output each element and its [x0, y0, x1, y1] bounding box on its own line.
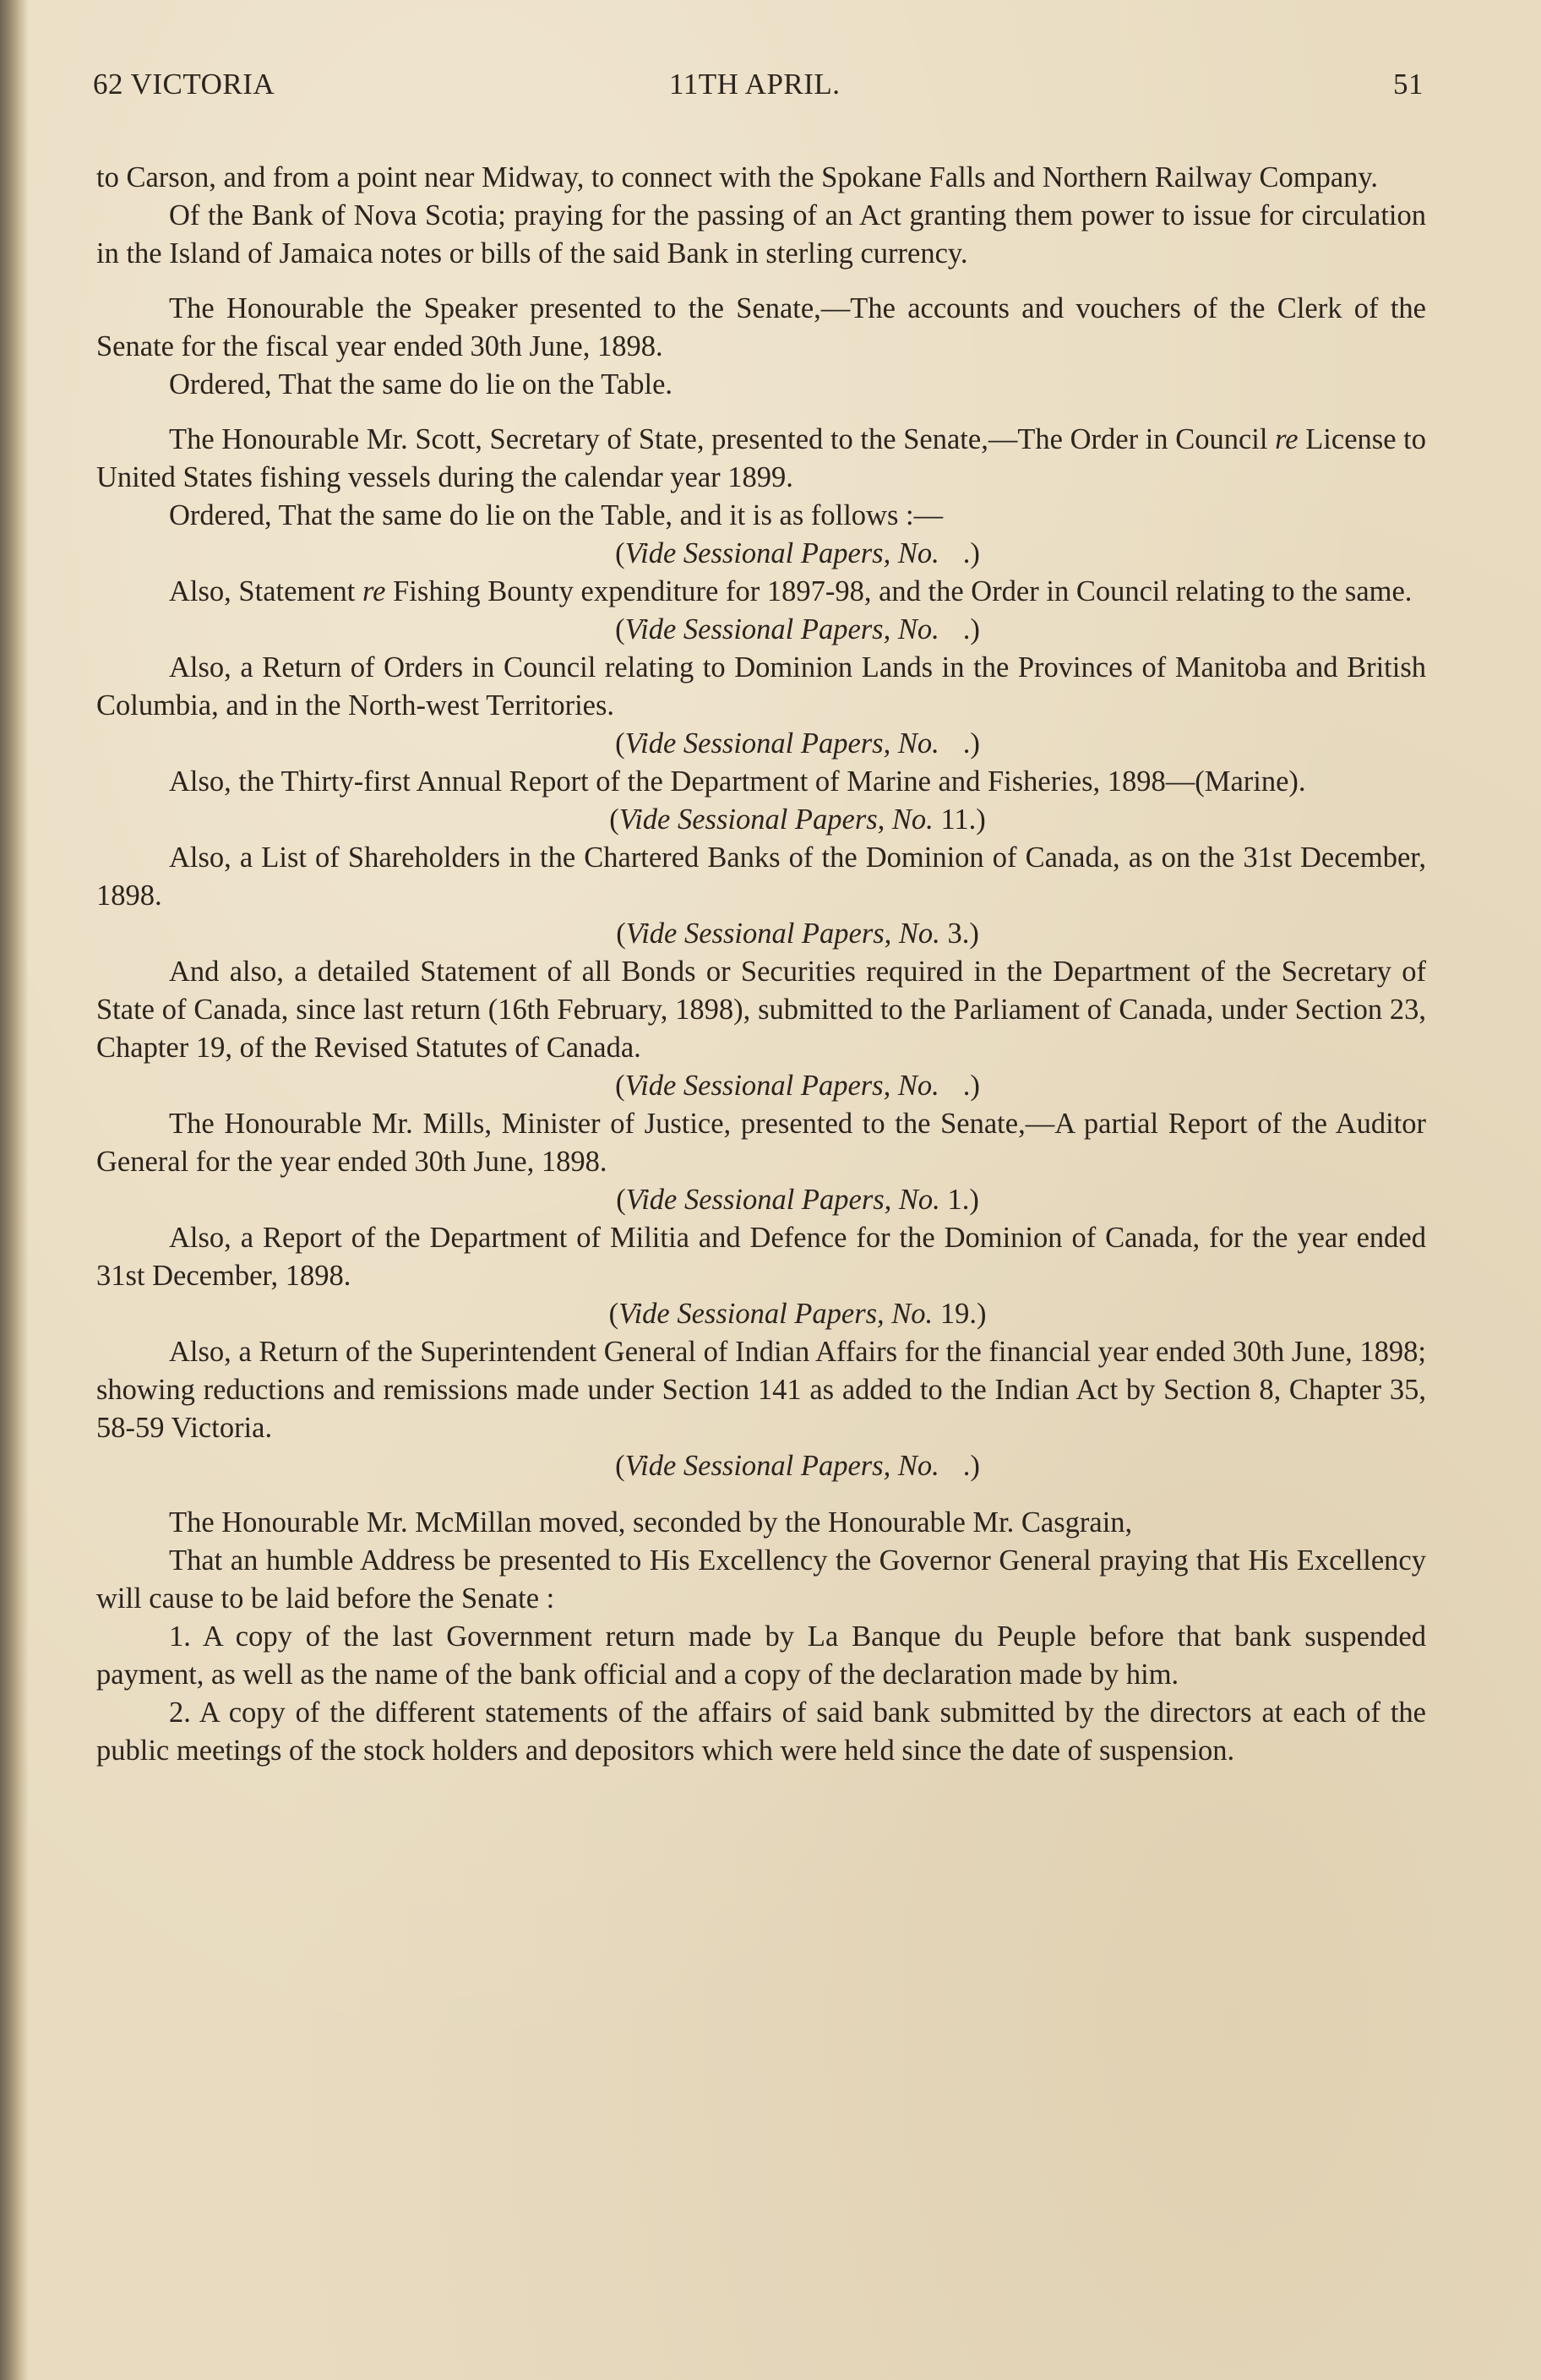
re-italic: re	[1275, 423, 1299, 455]
paragraph-ordered-1: Ordered, That the same do lie on the Table.	[169, 368, 673, 400]
paragraph-item-2: 2. A copy of the different statements of the affairs of said bank submitted by the directors at each of the public meetings of the stock holders and depositors which were held since the date of suspension.	[96, 1696, 1426, 1767]
paragraph-militia-defence: Also, a Report of the Department of Militia and Defence for the Dominion of Canada, for the year ended 31st December, 1898.	[96, 1222, 1426, 1292]
paragraph-ordered-2: Ordered, That the same do lie on the Table, and it is as follows :—	[169, 499, 944, 531]
paragraph-bank-nova-scotia: Of the Bank of Nova Scotia; praying for the passing of an Act granting them power to issue for circulation in the Island of Jamaica notes or bills of the said Bank in sterling currency.	[96, 199, 1426, 270]
vide-reference-9: (Vide Sessional Papers, No. .)	[615, 1450, 980, 1482]
vide-reference-3: (Vide Sessional Papers, No. .)	[615, 727, 980, 760]
paragraph-scott-order: The Honourable Mr. Scott, Secretary of State, presented to the Senate,—The Order in Council re License to United States fishing vessels during the calendar year 1899.	[96, 423, 1426, 493]
paragraph-item-1: 1. A copy of the last Government return made by La Banque du Peuple before that bank suspended payment, as well as the name of the bank official and a copy of the declaration made by him.	[96, 1620, 1426, 1691]
paragraph-speaker-accounts: The Honourable the Speaker presented to the Senate,—The accounts and vouchers of the Clerk of the Senate for the fiscal year ended 30th June, 1898.	[96, 292, 1426, 362]
running-head	[93, 68, 1424, 110]
vide-reference-1: (Vide Sessional Papers, No. .)	[615, 537, 980, 569]
paragraph-auditor-general: The Honourable Mr. Mills, Minister of Justice, presented to the Senate,—A partial Report of the Auditor General for the year ended 30th June, 1898.	[96, 1108, 1426, 1178]
paragraph-carson: to Carson, and from a point near Midway, to connect with the Spokane Falls and Northern Railway Company.	[96, 161, 1379, 193]
page-number: 51	[1393, 68, 1424, 101]
vide-reference-7: (Vide Sessional Papers, No. 1.)	[616, 1184, 979, 1216]
vide-reference-8: (Vide Sessional Papers, No. 19.)	[608, 1298, 987, 1330]
vide-reference-2: (Vide Sessional Papers, No. .)	[615, 613, 980, 645]
book-spine-shadow	[0, 0, 29, 2380]
vide-reference-6: (Vide Sessional Papers, No. .)	[615, 1070, 980, 1102]
paragraph-humble-address: That an humble Address be presented to His Excellency the Governor General praying that His Excellency will cause to be laid before the Senate :	[96, 1544, 1426, 1615]
volume-label: 62 VICTORIA	[93, 68, 275, 101]
journal-text	[96, 159, 1426, 1770]
re-italic: re	[362, 575, 386, 607]
paragraph-fishing-bounty: Also, Statement re Fishing Bounty expenditure for 1897-98, and the Order in Council relating to the same.	[169, 575, 1413, 607]
date-label: 11TH APRIL.	[669, 68, 841, 101]
paragraph-shareholders: Also, a List of Shareholders in the Chartered Banks of the Dominion of Canada, as on the 31st December, 1898.	[96, 841, 1426, 912]
vide-reference-4: (Vide Sessional Papers, No. 11.)	[609, 803, 986, 836]
paragraph-marine-report: Also, the Thirty-first Annual Report of the Department of Marine and Fisheries, 1898—(Marine).	[169, 765, 1306, 798]
paragraph-indian-affairs: Also, a Return of the Superintendent General of Indian Affairs for the financial year ended 30th June, 1898; showing reductions and remissions made under Section 141 as added to the Indian Act by Section 8, Chapter 35, 58-59 Victoria.	[96, 1336, 1426, 1444]
vide-reference-5: (Vide Sessional Papers, No. 3.)	[616, 918, 979, 950]
paragraph-bonds-securities: And also, a detailed Statement of all Bonds or Securities required in the Department of the Secretary of State of Canada, since last return (16th February, 1898), submitted to the Parliament of Canada, under Section 23, Chapter 19, of the Revised Statutes of Canada.	[96, 956, 1426, 1064]
paragraph-dominion-lands: Also, a Return of Orders in Council relating to Dominion Lands in the Provinces of Manitoba and British Columbia, and in the North-west Territories.	[96, 651, 1426, 722]
paragraph-mcmillan-motion: The Honourable Mr. McMillan moved, seconded by the Honourable Mr. Casgrain,	[169, 1506, 1133, 1539]
